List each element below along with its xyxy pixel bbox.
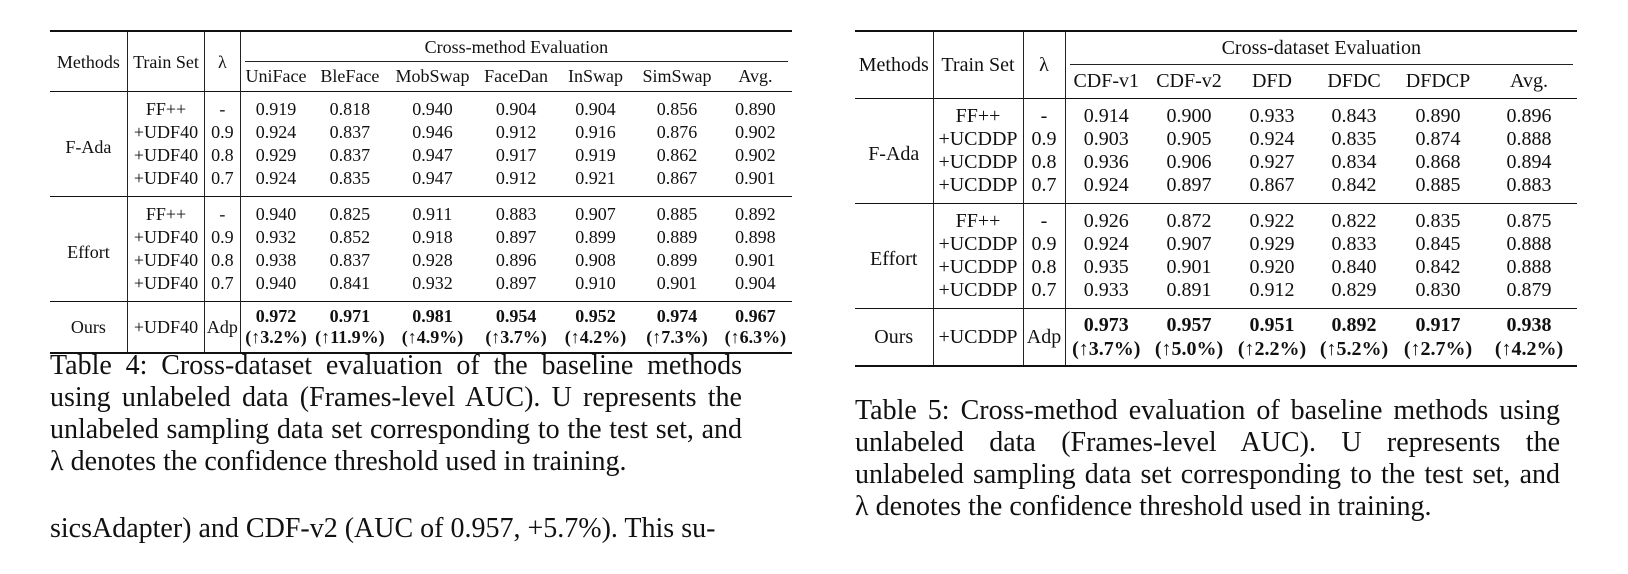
train-set-cell: +UCDDP [933,309,1023,367]
value-cell: 0.907 [1166,233,1212,255]
value-cell: 0.924 [1249,128,1295,150]
value-cell: 0.904 [735,273,776,293]
lambda-cell: 0.7 [205,272,241,302]
lambda-cell: - [1023,99,1065,129]
value-cell: 0.874 [1415,128,1461,150]
value-cell: 0.904 [476,92,555,122]
ours-row [50,302,792,354]
ours-value-cell [1065,309,1147,367]
table-4 [50,30,792,354]
value-cell: 0.912 [495,122,537,142]
train-set-cell: +UCDDP [933,174,1023,204]
ours-value-cell [1481,309,1577,367]
lambda-cell: 0.7 [1023,279,1065,309]
value-cell: 0.924 [240,167,311,197]
value-cell: 0.872 [1147,204,1231,234]
train-set-cell: +UDF40 [127,302,204,354]
column-header: MobSwap [395,66,470,86]
ours-value: 0.981 [412,306,453,326]
method-name: F-Ada [855,99,933,204]
value-cell: 0.856 [635,92,719,122]
value-cell: 0.897 [495,273,537,293]
value-cell: 0.933 [1065,279,1147,309]
ours-value: 0.974 [656,306,698,326]
ours-gain: (↑11.9%) [315,327,385,347]
method-name: Effort [50,197,127,302]
value-cell: 0.897 [495,227,537,247]
value-cell: 0.902 [735,145,776,165]
value-cell: 0.938 [240,249,311,272]
value-cell: 0.901 [656,273,698,293]
value-cell: 0.912 [495,168,537,188]
ours-value-cell [1313,309,1395,367]
train-set-header: Train Set [933,31,1023,99]
value-cell: 0.900 [1147,99,1231,129]
ours-value-cell [719,302,792,354]
train-set-cell: +UDF40 [127,121,204,144]
ours-value-cell [311,302,388,354]
value-cell: 0.912 [1249,279,1295,301]
ours-value-cell [635,302,719,354]
value-cell: 0.924 [240,121,311,144]
value-cell: 0.916 [575,122,616,142]
value-cell: 0.868 [1415,151,1461,173]
table-row [50,272,792,302]
value-cell: 0.905 [1166,128,1212,150]
value-cell: 0.901 [735,250,776,270]
value-cell: 0.867 [1249,174,1295,196]
train-set-cell: +UDF40 [127,272,204,302]
value-cell: 0.835 [1395,204,1481,234]
value-cell: 0.904 [556,92,635,122]
ours-gain: (↑7.3%) [646,327,708,347]
value-cell: 0.898 [735,227,776,247]
table-row [855,174,1577,204]
lambda-cell: 0.8 [1023,151,1065,174]
right-column [855,0,1577,522]
table-row [50,167,792,197]
value-cell: 0.922 [1231,204,1313,234]
value-cell: 0.910 [575,273,616,293]
lambda-cell: - [205,92,241,122]
value-cell: 0.896 [495,250,537,270]
value-cell: 0.929 [240,144,311,167]
value-cell: 0.822 [1313,204,1395,234]
value-cell: 0.933 [1231,99,1313,129]
value-cell: 0.892 [719,197,792,227]
value-cell: 0.918 [412,227,453,247]
table-row [855,233,1577,256]
ours-value: 0.954 [495,306,537,326]
ours-value-cell [476,302,555,354]
ours-gain: (↑3.7%) [485,327,547,347]
value-cell: 0.929 [1249,233,1295,255]
value-cell: 0.946 [412,122,453,142]
value-cell: 0.903 [1065,128,1147,151]
lambda-header: λ [205,31,241,92]
lambda-cell: 0.8 [205,249,241,272]
value-cell: 0.936 [1065,151,1147,174]
value-cell: 0.867 [656,168,698,188]
ours-gain: (↑5.0%) [1154,338,1224,360]
lambda-cell: 0.9 [1023,233,1065,256]
column-header: SimSwap [642,66,712,86]
train-set-cell: +UCDDP [933,151,1023,174]
lambda-cell: 0.8 [1023,256,1065,279]
ours-value-cell [1231,309,1313,367]
value-cell: 0.879 [1506,279,1552,301]
train-set-cell: +UCDDP [933,279,1023,309]
train-set-cell: FF++ [127,197,204,227]
value-cell: 0.875 [1481,204,1577,234]
methods-header: Methods [50,31,127,92]
value-cell: 0.888 [1506,256,1552,278]
value-cell: 0.940 [240,197,311,227]
table-row [855,151,1577,174]
value-cell: 0.891 [1166,279,1212,301]
ours-gain: (↑3.2%) [245,327,307,347]
value-cell: 0.843 [1313,99,1395,129]
table-row [50,249,792,272]
ours-gain: (↑6.3%) [724,327,787,347]
value-cell: 0.908 [575,250,616,270]
table-4-caption: Table 4: Cross-dataset evaluation of the baseline methods using unlabeled data (Frames-level AUC). U represents the unlabeled sampling data set corresponding to the test set, and λ denotes the confidence threshold used in training. [50,350,742,477]
value-cell: 0.837 [329,250,371,270]
value-cell: 0.940 [240,272,311,302]
body-text: sicsAdapter) and CDF-v2 (AUC of 0.957, +5.7%). This su- [50,513,716,544]
ours-gain: (↑3.7%) [1072,338,1141,360]
ours-value-cell [556,302,635,354]
evaluation-group-header: Cross-dataset Evaluation [1065,31,1577,65]
value-cell: 0.840 [1331,256,1377,278]
ours-gain: (↑2.2%) [1237,338,1307,360]
table-header-row [50,31,792,62]
ours-value-cell [1395,309,1481,367]
train-set-cell: FF++ [933,99,1023,129]
column-header: DFDCP [1405,70,1471,92]
lambda-cell: 0.7 [1023,174,1065,204]
table-row [855,99,1577,129]
left-column [50,0,792,544]
table-row [50,197,792,227]
ours-value: 0.971 [329,306,371,326]
train-set-cell: +UDF40 [127,167,204,197]
ours-value: 0.892 [1331,314,1377,336]
ours-gain: (↑4.2%) [1494,338,1564,360]
ours-gain: (↑4.9%) [401,327,464,347]
ours-value: 0.917 [1415,314,1461,336]
lambda-cell: 0.7 [205,167,241,197]
value-cell: 0.889 [656,227,698,247]
value-cell: 0.928 [412,250,453,270]
column-header: CDF-v1 [1065,65,1147,99]
method-name: F-Ada [50,92,127,197]
value-cell: 0.835 [1331,128,1377,150]
table-row [50,144,792,167]
lambda-cell: - [205,197,241,227]
value-cell: 0.885 [635,197,719,227]
value-cell: 0.911 [389,197,477,227]
lambda-cell: Adp [1023,309,1065,367]
value-cell: 0.883 [1506,174,1552,196]
value-cell: 0.833 [1331,233,1377,255]
value-cell: 0.883 [476,197,555,227]
value-cell: 0.919 [575,145,616,165]
value-cell: 0.907 [556,197,635,227]
value-cell: 0.842 [1415,256,1461,278]
value-cell: 0.888 [1506,233,1552,255]
table-row [50,121,792,144]
value-cell: 0.924 [1065,233,1147,256]
value-cell: 0.888 [1506,128,1552,150]
train-set-header: Train Set [127,31,204,92]
evaluation-group-header: Cross-method Evaluation [240,31,792,62]
train-set-cell: +UDF40 [127,249,204,272]
lambda-cell: 0.8 [205,144,241,167]
column-header: FaceDan [484,66,549,86]
table-5 [855,30,1577,367]
value-cell: 0.947 [412,145,453,165]
value-cell: 0.894 [1506,151,1552,173]
value-cell: 0.890 [1395,99,1481,129]
value-cell: 0.825 [311,197,388,227]
value-cell: 0.845 [1415,233,1461,255]
column-header: Avg. [738,66,773,86]
value-cell: 0.842 [1331,174,1377,196]
table-5-caption: Table 5: Cross-method evaluation of baseline methods using unlabeled data (Frames-level AUC). U represents the unlabeled sampling data set corresponding to the test set, and λ denotes the confidence threshold used in training. [855,395,1560,522]
table-row [50,92,792,122]
table-row [855,279,1577,309]
value-cell: 0.935 [1065,256,1147,279]
column-header: DFDC [1327,70,1381,92]
ours-value-cell [1147,309,1231,367]
lambda-cell: 0.9 [205,226,241,249]
column-header: UniFace [240,62,311,92]
value-cell: 0.947 [412,168,453,188]
method-name: Ours [855,309,933,367]
column-header: Avg. [1510,70,1548,92]
ours-value-cell [389,302,477,354]
value-cell: 0.920 [1249,256,1295,278]
ours-value: 0.952 [575,306,616,326]
value-cell: 0.841 [329,273,371,293]
value-cell: 0.899 [656,250,698,270]
value-cell: 0.896 [1481,99,1577,129]
methods-header: Methods [855,31,933,99]
value-cell: 0.862 [656,145,698,165]
table-header-row [855,31,1577,65]
ours-value-cell [240,302,311,354]
train-set-cell: +UCDDP [933,128,1023,151]
value-cell: 0.830 [1415,279,1461,301]
value-cell: 0.902 [735,122,776,142]
table-row [50,226,792,249]
value-cell: 0.919 [240,92,311,122]
value-cell: 0.906 [1166,151,1212,173]
ours-gain: (↑5.2%) [1319,338,1389,360]
value-cell: 0.899 [575,227,616,247]
value-cell: 0.901 [735,168,776,188]
value-cell: 0.835 [329,168,371,188]
ours-value: 0.967 [735,306,776,326]
value-cell: 0.932 [412,273,453,293]
value-cell: 0.914 [1065,99,1147,129]
value-cell: 0.829 [1331,279,1377,301]
table-row [855,128,1577,151]
value-cell: 0.885 [1415,174,1461,196]
ours-row [855,309,1577,367]
ours-value: 0.951 [1249,314,1295,336]
lambda-cell: 0.9 [1023,128,1065,151]
value-cell: 0.927 [1249,151,1295,173]
value-cell: 0.837 [329,145,371,165]
column-header: BleFace [320,66,380,86]
value-cell: 0.834 [1331,151,1377,173]
method-name: Ours [50,302,127,354]
value-cell: 0.901 [1166,256,1212,278]
lambda-cell: - [1023,204,1065,234]
column-header: InSwap [567,66,623,86]
table-4-body [50,31,792,353]
train-set-cell: +UDF40 [127,226,204,249]
value-cell: 0.876 [656,122,698,142]
column-header: CDF-v2 [1156,70,1222,92]
lambda-header: λ [1023,31,1065,99]
train-set-cell: +UDF40 [127,144,204,167]
value-cell: 0.837 [329,122,371,142]
value-cell: 0.852 [329,227,371,247]
ours-value: 0.972 [255,306,297,326]
value-cell: 0.940 [389,92,477,122]
ours-gain: (↑4.2%) [564,327,627,347]
table-row [855,256,1577,279]
train-set-cell: FF++ [933,204,1023,234]
value-cell: 0.921 [575,168,616,188]
ours-value: 0.973 [1083,314,1129,336]
table-5-body [855,31,1577,366]
value-cell: 0.897 [1166,174,1212,196]
train-set-cell: +UCDDP [933,256,1023,279]
value-cell: 0.917 [495,145,537,165]
train-set-cell: FF++ [127,92,204,122]
lambda-cell: Adp [205,302,241,354]
value-cell: 0.926 [1065,204,1147,234]
value-cell: 0.924 [1065,174,1147,204]
ours-value: 0.957 [1166,314,1212,336]
column-header: DFD [1251,70,1292,92]
value-cell: 0.818 [311,92,388,122]
value-cell: 0.890 [719,92,792,122]
value-cell: 0.932 [240,226,311,249]
ours-value: 0.938 [1506,314,1552,336]
ours-gain: (↑2.7%) [1403,338,1473,360]
train-set-cell: +UCDDP [933,233,1023,256]
lambda-cell: 0.9 [205,121,241,144]
table-row [855,204,1577,234]
method-name: Effort [855,204,933,309]
